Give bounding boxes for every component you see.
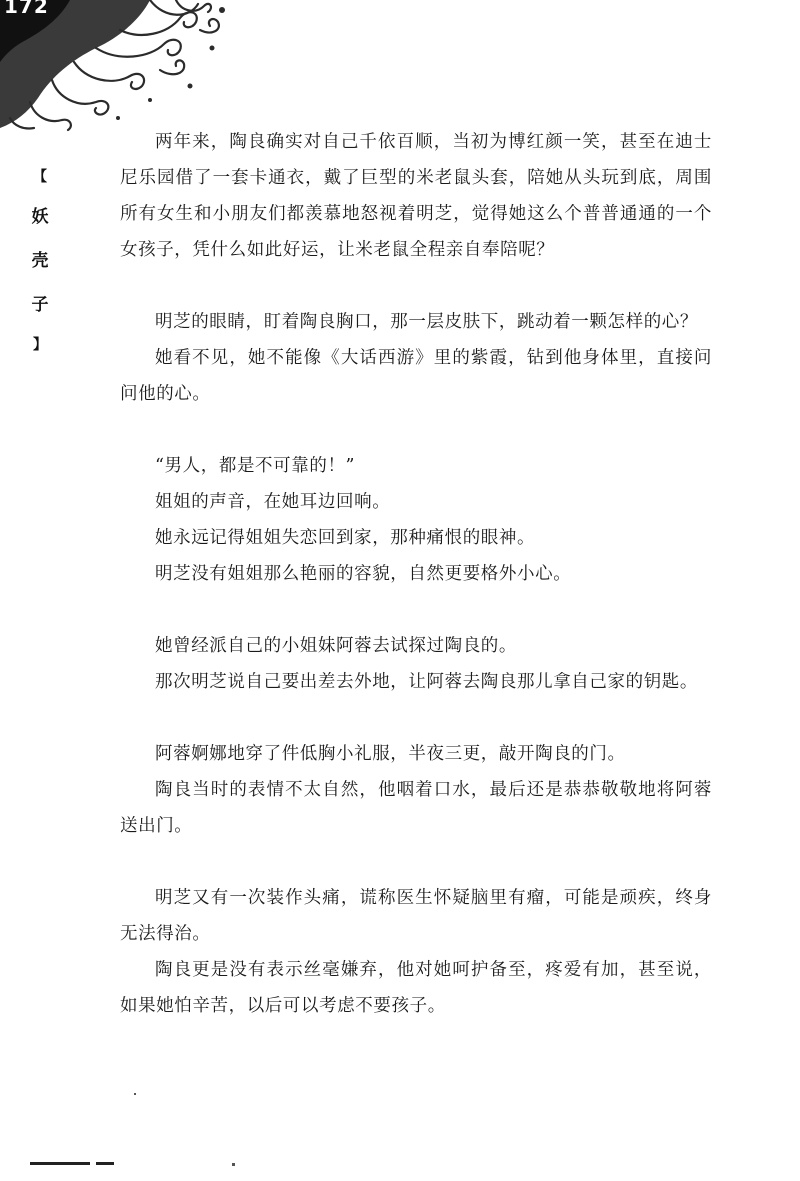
paragraph: 两年来，陶良确实对自己千依百顺，当初为博红颜一笑，甚至在迪士尼乐园借了一套卡通衣，戴了巨型的米老鼠头套，陪她从头玩到底，周围所有女生和小朋友们都羡慕地怒视着明芝，觉得她这么个普普通通的一个女孩子，凭什么如此好运，让米老鼠全程亲自奉陪呢？: [120, 132, 712, 260]
footer-divider: [96, 1162, 114, 1165]
footer-mark: [134, 1093, 136, 1095]
side-title-char: 子: [31, 295, 49, 315]
paragraph: 陶良更是没有表示丝毫嫌弃，他对她呵护备至，疼爱有加，甚至说，如果她怕辛苦，以后可以考虑不要孩子。: [120, 960, 712, 1016]
paragraph: 那次明芝说自己要出差去外地，让阿蓉去陶良那儿拿自己家的钥匙。: [155, 672, 698, 692]
paragraph: 陶良当时的表情不太自然，他咽着口水，最后还是恭恭敬敬地将阿蓉送出门。: [120, 780, 712, 836]
paragraph: “男人，都是不可靠的！”: [155, 456, 356, 476]
side-title: [28, 168, 52, 354]
paragraph: 明芝又有一次装作头痛，谎称医生怀疑脑里有瘤，可能是顽疾，终身无法得治。: [120, 888, 712, 944]
side-title-char: 壳: [31, 251, 49, 271]
paragraph: 她曾经派自己的小姐妹阿蓉去试探过陶良的。: [155, 636, 517, 656]
side-title-open-bracket: 【: [33, 169, 47, 185]
footer-divider: [30, 1162, 90, 1165]
paragraph: 她永远记得姐姐失恋回到家，那种痛恨的眼神。: [155, 528, 536, 548]
side-title-close-bracket: 】: [33, 337, 47, 353]
page-number: 172: [4, 0, 49, 18]
paragraph: 明芝的眼睛，盯着陶良胸口，那一层皮肤下，跳动着一颗怎样的心？: [155, 312, 698, 332]
side-title-char: 妖: [31, 207, 49, 227]
page-body: [120, 124, 712, 1024]
corner-ornament-icon: [0, 0, 240, 135]
paragraph: 阿蓉婀娜地穿了件低胸小礼服，半夜三更，敲开陶良的门。: [155, 744, 626, 764]
paragraph: 她看不见，她不能像《大话西游》里的紫霞，钻到他身体里，直接问问他的心。: [120, 348, 712, 404]
paragraph: 明芝没有姐姐那么艳丽的容貌，自然更要格外小心。: [155, 564, 572, 584]
paragraph: 姐姐的声音，在她耳边回响。: [155, 492, 391, 512]
footer-mark: [232, 1163, 235, 1166]
